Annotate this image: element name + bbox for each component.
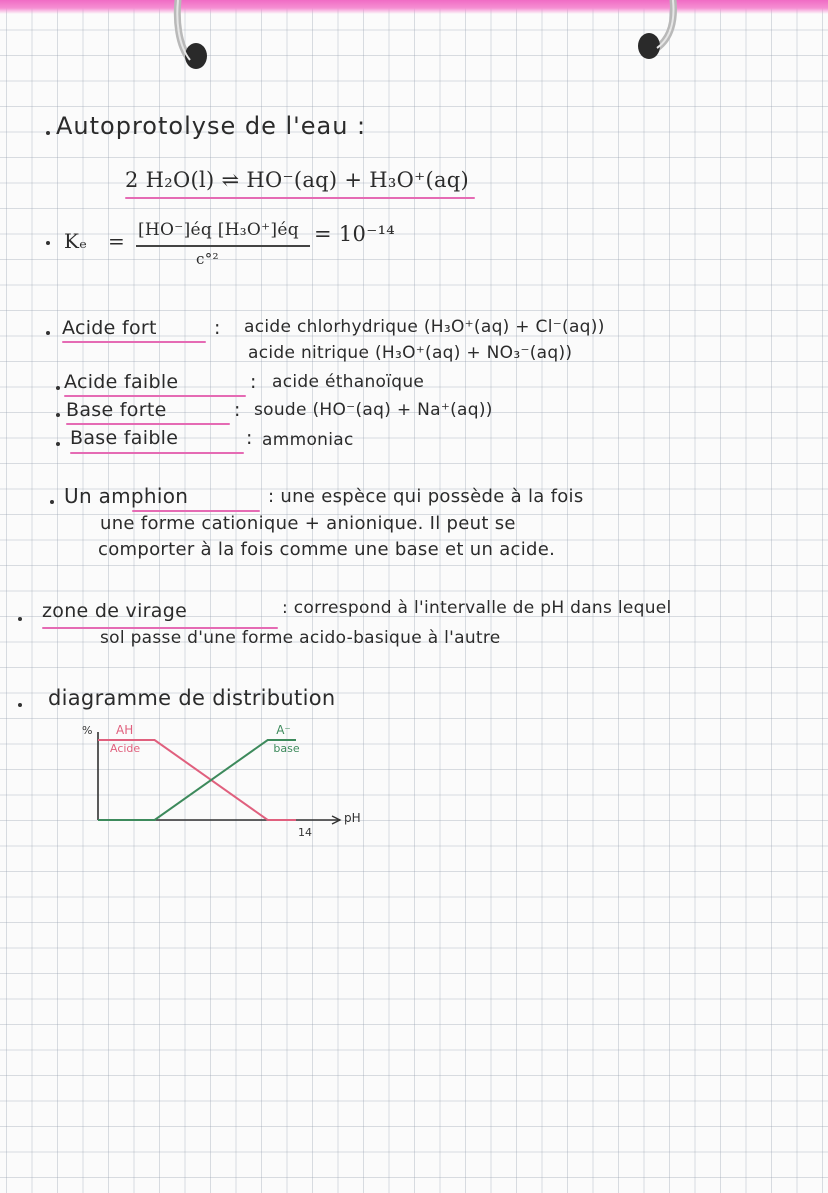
binder-ring-left-icon [160,0,220,80]
pink-page-edge [0,0,828,14]
term-underline [70,452,244,454]
term-acide-faible: Acide faible [64,371,179,393]
base-forte-value: soude (HO⁻(aq) + Na⁺(aq)) [254,400,493,420]
amphion-line-1: : une espèce qui possède à la fois [268,486,584,507]
binder-ring-right-icon [625,0,685,80]
bullet [50,500,54,504]
term-zone-de-virage: zone de virage [42,600,188,622]
ke-denominator: c°² [196,250,219,268]
ke-symbol: Kₑ [64,229,88,253]
term-amphion: Un amphion [64,484,189,508]
term-acide-fort: Acide fort [62,317,157,339]
bullet [46,331,50,335]
term-base-faible: Base faible [70,427,179,449]
section-title-diagramme: diagramme de distribution [48,686,336,710]
acide-fort-value-1: acide chlorhydrique (H₃O⁺(aq) + Cl⁻(aq)) [244,317,605,337]
legend-acid-name: AH [116,723,134,737]
separator: : [250,371,257,393]
term-base-forte: Base forte [66,399,167,421]
equation-underline [125,197,475,199]
legend-base-name: A⁻ [276,723,291,737]
ke-equals: = [108,229,126,253]
section-title-autoprotolyse: Autoprotolyse de l'eau : [56,112,367,140]
legend-acid-label: Acide [110,742,141,755]
x-tick-label: 14 [298,826,312,839]
ke-numerator: [HO⁻]éq [H₃O⁺]éq [138,220,299,240]
term-underline [64,395,246,397]
y-axis-label: % [82,724,93,737]
bullet [56,442,60,446]
bullet [56,413,60,417]
bullet [56,386,60,390]
ke-result: = 10⁻¹⁴ [314,222,396,246]
zone-de-virage-line-2: sol passe d'une forme acido-basique à l'autre [100,628,501,648]
bullet [18,617,22,621]
base-faible-value: ammoniac [262,430,354,450]
amphion-line-2: une forme cationique + anionique. Il peut se [100,513,516,534]
acide-faible-value: acide éthanoïque [272,372,425,392]
separator: : [246,427,253,449]
acide-fort-value-2: acide nitrique (H₃O⁺(aq) + NO₃⁻(aq)) [248,343,573,363]
bullet [46,241,50,245]
term-underline [62,341,206,343]
term-underline [66,423,230,425]
term-underline [132,510,260,512]
amphion-line-3: comporter à la fois comme une base et un acide. [98,539,556,560]
x-axis-label: pH [344,811,361,825]
separator: : [214,317,221,339]
distribution-chart [70,712,390,852]
separator: : [234,399,241,421]
legend-base-label: base [273,742,300,755]
autoprotolysis-equation: 2 H₂O(l) ⇌ HO⁻(aq) + H₃O⁺(aq) [125,168,470,192]
bullet [46,131,50,135]
zone-de-virage-line-1: : correspond à l'intervalle de pH dans lequel [282,598,672,618]
bullet [18,703,22,707]
fraction-bar [136,245,310,247]
